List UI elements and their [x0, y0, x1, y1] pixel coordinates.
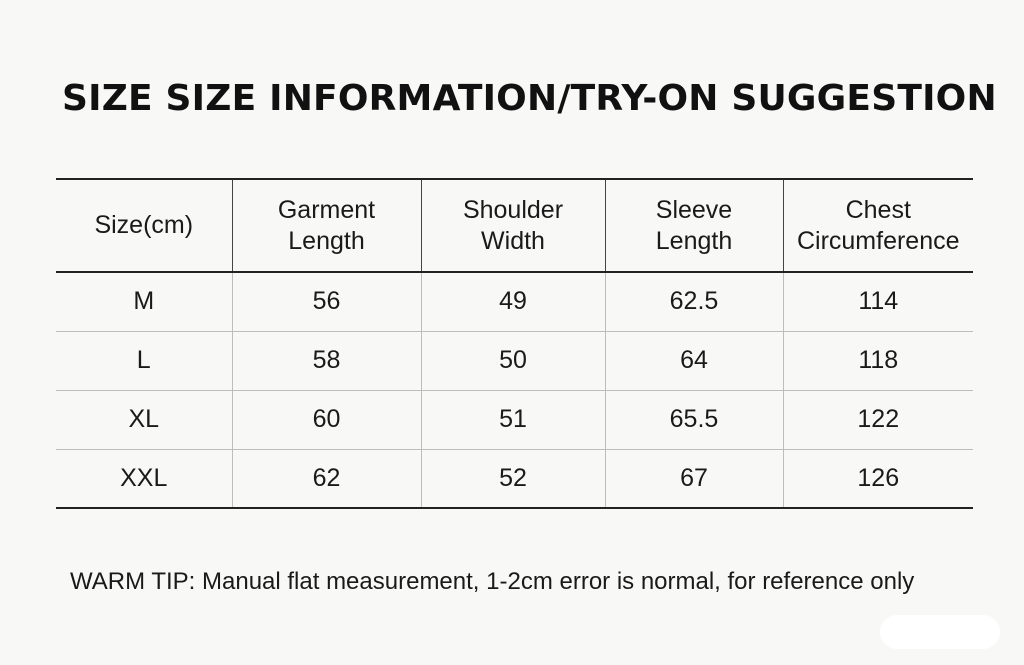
cell-sleeve-length: 65.5: [605, 390, 783, 449]
cell-sleeve-length: 67: [605, 449, 783, 508]
page-title: SIZE SIZE INFORMATION/TRY-ON SUGGESTION: [62, 78, 997, 119]
header-sleeve-length: [605, 179, 783, 272]
header-shoulder-width: [421, 179, 605, 272]
cell-chest-circumference: 126: [783, 449, 973, 508]
cell-chest-circumference: 114: [783, 272, 973, 331]
cell-garment-length: 56: [232, 272, 421, 331]
header-line: Garment: [277, 195, 376, 224]
cell-sleeve-length: 64: [605, 331, 783, 390]
cell-garment-length: 60: [232, 390, 421, 449]
header-line: Length: [655, 226, 733, 255]
table-body: [56, 272, 973, 508]
table-header-row: [56, 179, 973, 272]
table-row: [56, 331, 973, 390]
header-chest-circumference: [783, 179, 973, 272]
table-row: [56, 449, 973, 508]
header-line: Sleeve: [655, 195, 733, 224]
cell-garment-length: 62: [232, 449, 421, 508]
warm-tip: WARM TIP: Manual flat measurement, 1-2cm error is normal, for reference only: [70, 568, 915, 595]
cell-size: XXL: [56, 449, 232, 508]
cell-size: M: [56, 272, 232, 331]
header-size: Size(cm): [56, 179, 232, 272]
decorative-blob: [880, 615, 1000, 649]
size-chart-table: [56, 178, 973, 509]
header-line: Circumference: [796, 226, 960, 255]
cell-shoulder-width: 50: [421, 331, 605, 390]
cell-size: XL: [56, 390, 232, 449]
cell-size: L: [56, 331, 232, 390]
table-row: [56, 390, 973, 449]
cell-shoulder-width: 51: [421, 390, 605, 449]
header-line: Chest: [845, 195, 911, 224]
header-line: Shoulder: [462, 195, 564, 224]
header-line: Width: [481, 226, 545, 255]
cell-shoulder-width: 52: [421, 449, 605, 508]
cell-chest-circumference: 122: [783, 390, 973, 449]
header-line: Length: [288, 226, 365, 255]
cell-chest-circumference: 118: [783, 331, 973, 390]
header-garment-length: [232, 179, 421, 272]
cell-sleeve-length: 62.5: [605, 272, 783, 331]
cell-shoulder-width: 49: [421, 272, 605, 331]
table-row: [56, 272, 973, 331]
cell-garment-length: 58: [232, 331, 421, 390]
